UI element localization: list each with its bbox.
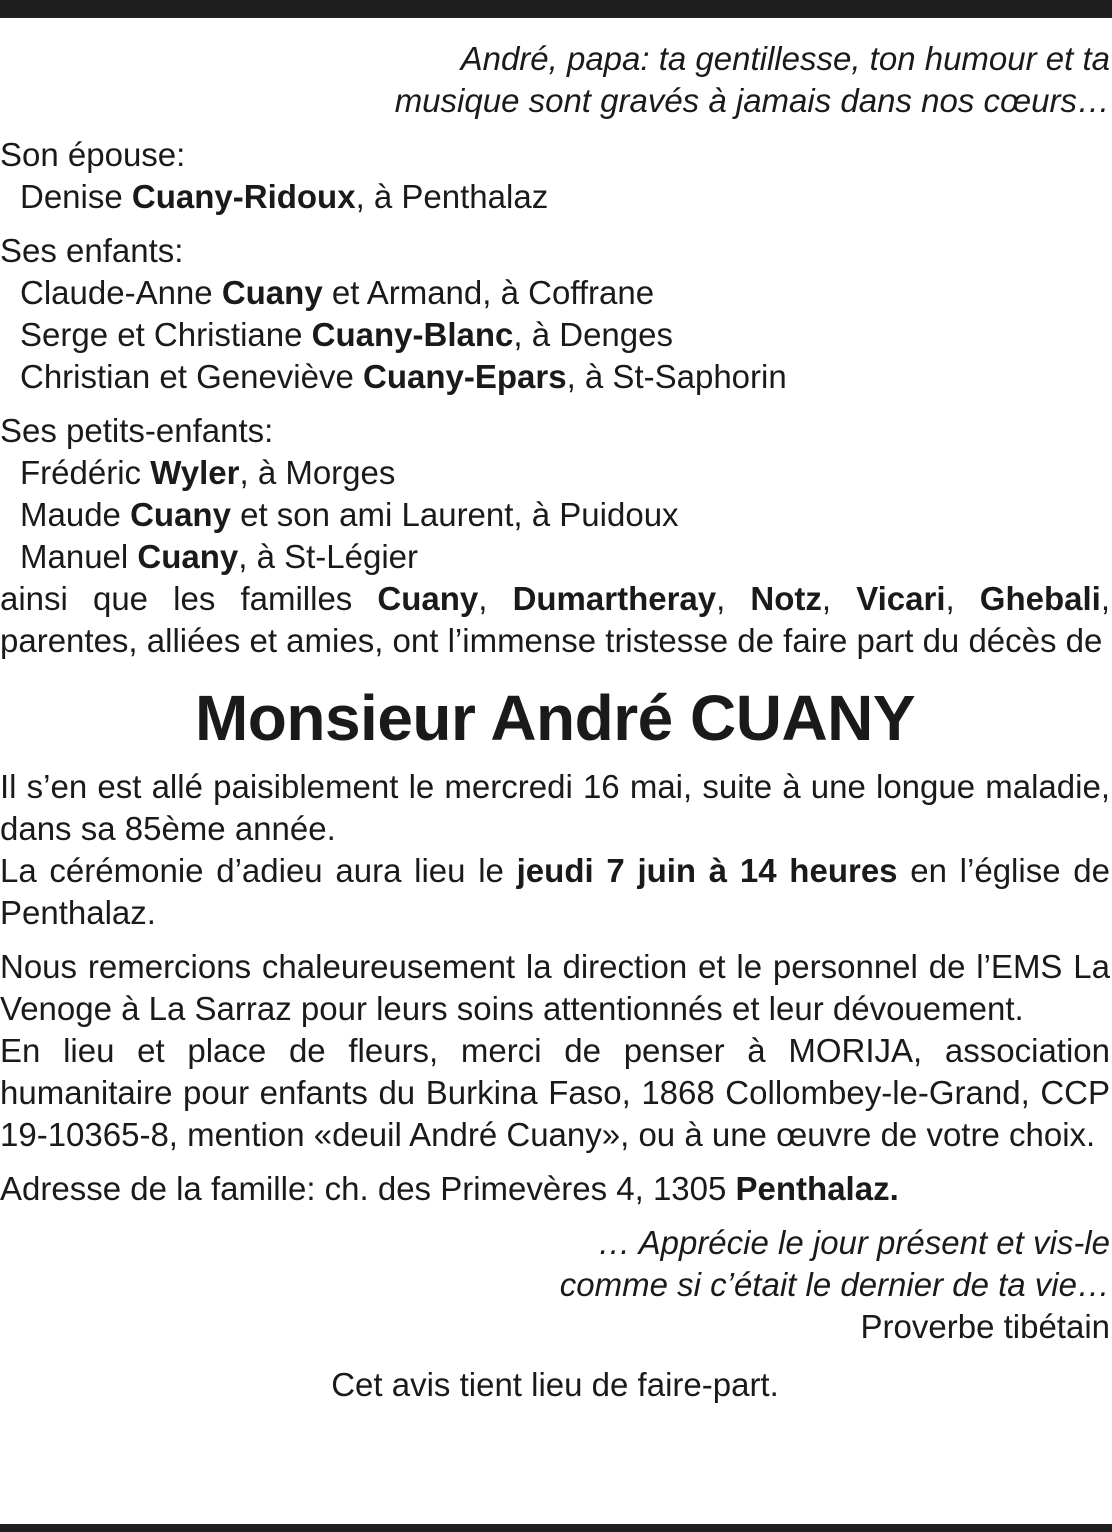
families-separator: , — [478, 580, 513, 617]
entry-location: , à St-Légier — [238, 538, 419, 575]
closing-quote-line: comme si c’était le dernier de ta vie… — [559, 1266, 1110, 1303]
ceremony-date: jeudi 7 juin à 14 heures — [516, 852, 898, 889]
entry-given-name: Maude — [20, 496, 131, 533]
entry-given-name: Denise — [20, 178, 132, 215]
family-name: Vicari — [856, 580, 946, 617]
family-entry — [0, 494, 1110, 536]
entry-given-name: Manuel — [20, 538, 138, 575]
families-lead: ainsi que les familles — [0, 580, 378, 617]
family-entry — [0, 356, 1110, 398]
intro-quote-line: André, papa: ta gentillesse, ton humour et ta — [460, 40, 1110, 77]
bottom-rule — [0, 1524, 1112, 1532]
entry-given-name: Serge et Christiane — [20, 316, 312, 353]
families-separator: , — [821, 580, 857, 617]
address-locality: Penthalaz. — [735, 1170, 899, 1207]
closing-quote-line: … Apprécie le jour présent et vis-le — [597, 1224, 1110, 1261]
entry-surname: Wyler — [150, 454, 240, 491]
entry-given-name: Claude-Anne — [20, 274, 222, 311]
entry-location: , à St-Saphorin — [566, 358, 787, 395]
section-heading: Ses petits-enfants: — [0, 412, 274, 449]
deceased-name: Monsieur André CUANY — [194, 682, 916, 754]
family-entry — [0, 452, 1110, 494]
quote-source: Proverbe tibétain — [860, 1308, 1110, 1345]
entry-given-name: Frédéric — [20, 454, 151, 491]
entry-location: , à Denges — [513, 316, 673, 353]
ceremony-place: en l’église de Penthalaz. — [0, 852, 1110, 931]
address-text: Adresse de la famille: ch. des Primevères 4, 1305 — [0, 1170, 736, 1207]
family-name: Ghebali — [979, 580, 1101, 617]
intro-quote — [0, 38, 1110, 122]
entry-location: , à Penthalaz — [355, 178, 549, 215]
family-name: Dumartheray — [512, 580, 717, 617]
section-heading: Ses enfants: — [0, 232, 184, 269]
family-address — [0, 1168, 1110, 1210]
families-tail: , parentes, alliées et amies, ont l’immense tristesse de faire part du décès de — [0, 580, 1110, 659]
ceremony-paragraph — [0, 850, 1110, 934]
family-name: Notz — [750, 580, 822, 617]
entry-surname: Cuany — [137, 538, 239, 575]
families-separator: , — [945, 580, 980, 617]
entry-given-name: Christian et Geneviève — [20, 358, 364, 395]
passing-paragraph: Il s’en est allé paisiblement le mercredi 16 mai, suite à une longue maladie, dans sa 85ème année. — [0, 768, 1110, 847]
children-section — [0, 230, 1110, 398]
closing-quote — [0, 1222, 1110, 1306]
family-entry — [0, 272, 1110, 314]
spouse-section — [0, 134, 1110, 218]
family-entry — [0, 536, 1110, 578]
entry-surname: Cuany — [130, 496, 231, 533]
entry-surname: Cuany-Blanc — [311, 316, 514, 353]
families-paragraph — [0, 578, 1110, 662]
top-rule — [0, 0, 1112, 18]
section-heading: Son épouse: — [0, 136, 186, 173]
thanks-paragraph: Nous remercions chaleureusement la direction et le personnel de l’EMS La Venoge à La Sarraz pour leurs soins attentionnés et leur dévouement. — [0, 948, 1110, 1027]
family-entry — [0, 176, 1110, 218]
entry-surname: Cuany-Epars — [363, 358, 567, 395]
footer-note: Cet avis tient lieu de faire-part. — [331, 1366, 779, 1403]
entry-location: , à Morges — [239, 454, 396, 491]
family-entry — [0, 314, 1110, 356]
entry-surname: Cuany — [221, 274, 323, 311]
families-separator: , — [716, 580, 751, 617]
entry-location: et Armand, à Coffrane — [322, 274, 655, 311]
entry-surname: Cuany-Ridoux — [131, 178, 356, 215]
obituary-notice — [0, 38, 1110, 1406]
family-name: Cuany — [377, 580, 479, 617]
donation-paragraph: En lieu et place de fleurs, merci de penser à MORIJA, association humanitaire pour enfants du Burkina Faso, 1868 Collombey-le-Grand, CCP 19-10365-8, mention «deuil André Cuany», ou à une œuvre de votre choix. — [0, 1032, 1110, 1153]
entry-location: et son ami Laurent, à Puidoux — [230, 496, 679, 533]
intro-quote-line: musique sont gravés à jamais dans nos cœurs… — [394, 82, 1110, 119]
grandchildren-section — [0, 410, 1110, 578]
ceremony-lead: La cérémonie d’adieu aura lieu le — [0, 852, 517, 889]
